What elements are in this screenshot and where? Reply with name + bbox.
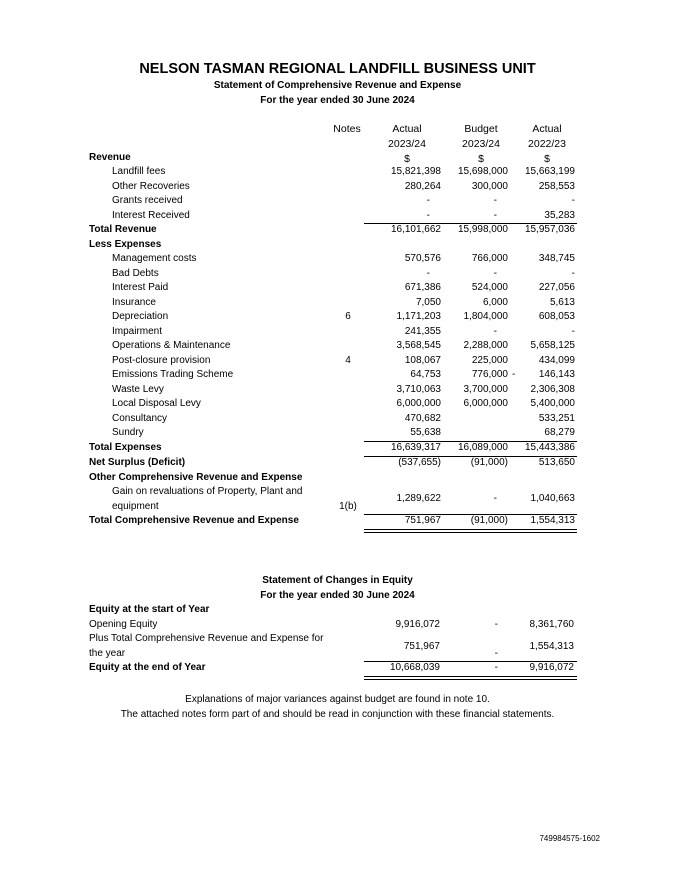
less-expenses-heading: Less Expenses [89,239,162,250]
total-expenses-row: Total Expenses 16,639,317 16,089,000 15,443,386 [89,442,575,453]
table-row: Post-closure provision 4 108,067 225,000 434,099 [112,355,575,366]
table-row: Emissions Trading Scheme 64,753 776,000 - 146,143 [112,369,575,380]
variance-note: Explanations of major variances against budget are found in note 10. [185,694,490,705]
table-row: Management costs 570,576 766,000 348,745 [112,253,575,264]
total-comprehensive-row: Total Comprehensive Revenue and Expense 751,967 (91,000) 1,554,313 [89,515,575,526]
table-row: Other Recoveries 280,264 300,000 258,553 [112,181,575,192]
notes-statement: The attached notes form part of and should be read in conjunction with these financial statements. [120,709,555,720]
table-row: Insurance 7,050 6,000 5,613 [112,297,575,308]
net-surplus-row: Net Surplus (Deficit) (537,655) (91,000) 513,650 [89,457,575,468]
equity-statement-title: Statement of Changes in Equity [262,575,413,586]
table-row: Consultancy 470,682 533,251 [112,413,575,424]
table-row: Landfill fees 15,821,398 15,698,000 15,663,199 [112,166,575,177]
notes-column-header: Notes [333,123,361,135]
actual-2024-column-header: Actual 2023/24 $ [388,123,426,165]
actual-2023-column-header: Actual 2022/23 $ [528,123,566,165]
budget-2024-column-header: Budget 2023/24 $ [462,123,500,165]
table-row: equipment 1(b) [0,501,675,516]
statement-title: Statement of Comprehensive Revenue and Expense [213,80,462,91]
table-row: Sundry 55,638 68,279 [112,427,575,438]
note-ref: 4 [345,355,351,366]
equity-statement-period: For the year ended 30 June 2024 [260,590,415,601]
table-row: Impairment 241,355 - - [112,326,575,337]
table-row: Interest Paid 671,386 524,000 227,056 [112,282,575,293]
total-revenue-row: Total Revenue 16,101,662 15,998,000 15,957,036 [89,224,575,235]
table-row: Interest Received - - 35,283 [112,210,575,221]
document-title: NELSON TASMAN REGIONAL LANDFILL BUSINESS UNIT [139,61,536,77]
table-row: Operations & Maintenance 3,568,545 2,288,000 5,658,125 [112,340,575,351]
note-ref: 1(b) [339,501,357,512]
table-row: Grants received - - - [112,195,575,206]
total-double-rule [364,529,577,533]
table-row: Gain on revaluations of Property, Plant and [112,486,303,497]
document-id: 749984575-1602 [539,834,600,843]
table-row: Depreciation 6 1,171,203 1,804,000 608,053 [112,311,575,322]
statement-period: For the year ended 30 June 2024 [260,95,415,106]
table-row: Waste Levy 3,710,063 3,700,000 2,306,308 [112,384,575,395]
other-comprehensive-heading: Other Comprehensive Revenue and Expense [89,472,303,483]
revenue-heading: Revenue [89,152,131,163]
table-row: Bad Debts - - - [112,268,575,279]
table-row: Local Disposal Levy 6,000,000 6,000,000 5,400,000 [112,398,575,409]
table-row: 1,289,622 - 1,040,663 [396,493,575,504]
total-double-rule [364,676,577,680]
note-ref: 6 [345,311,351,322]
